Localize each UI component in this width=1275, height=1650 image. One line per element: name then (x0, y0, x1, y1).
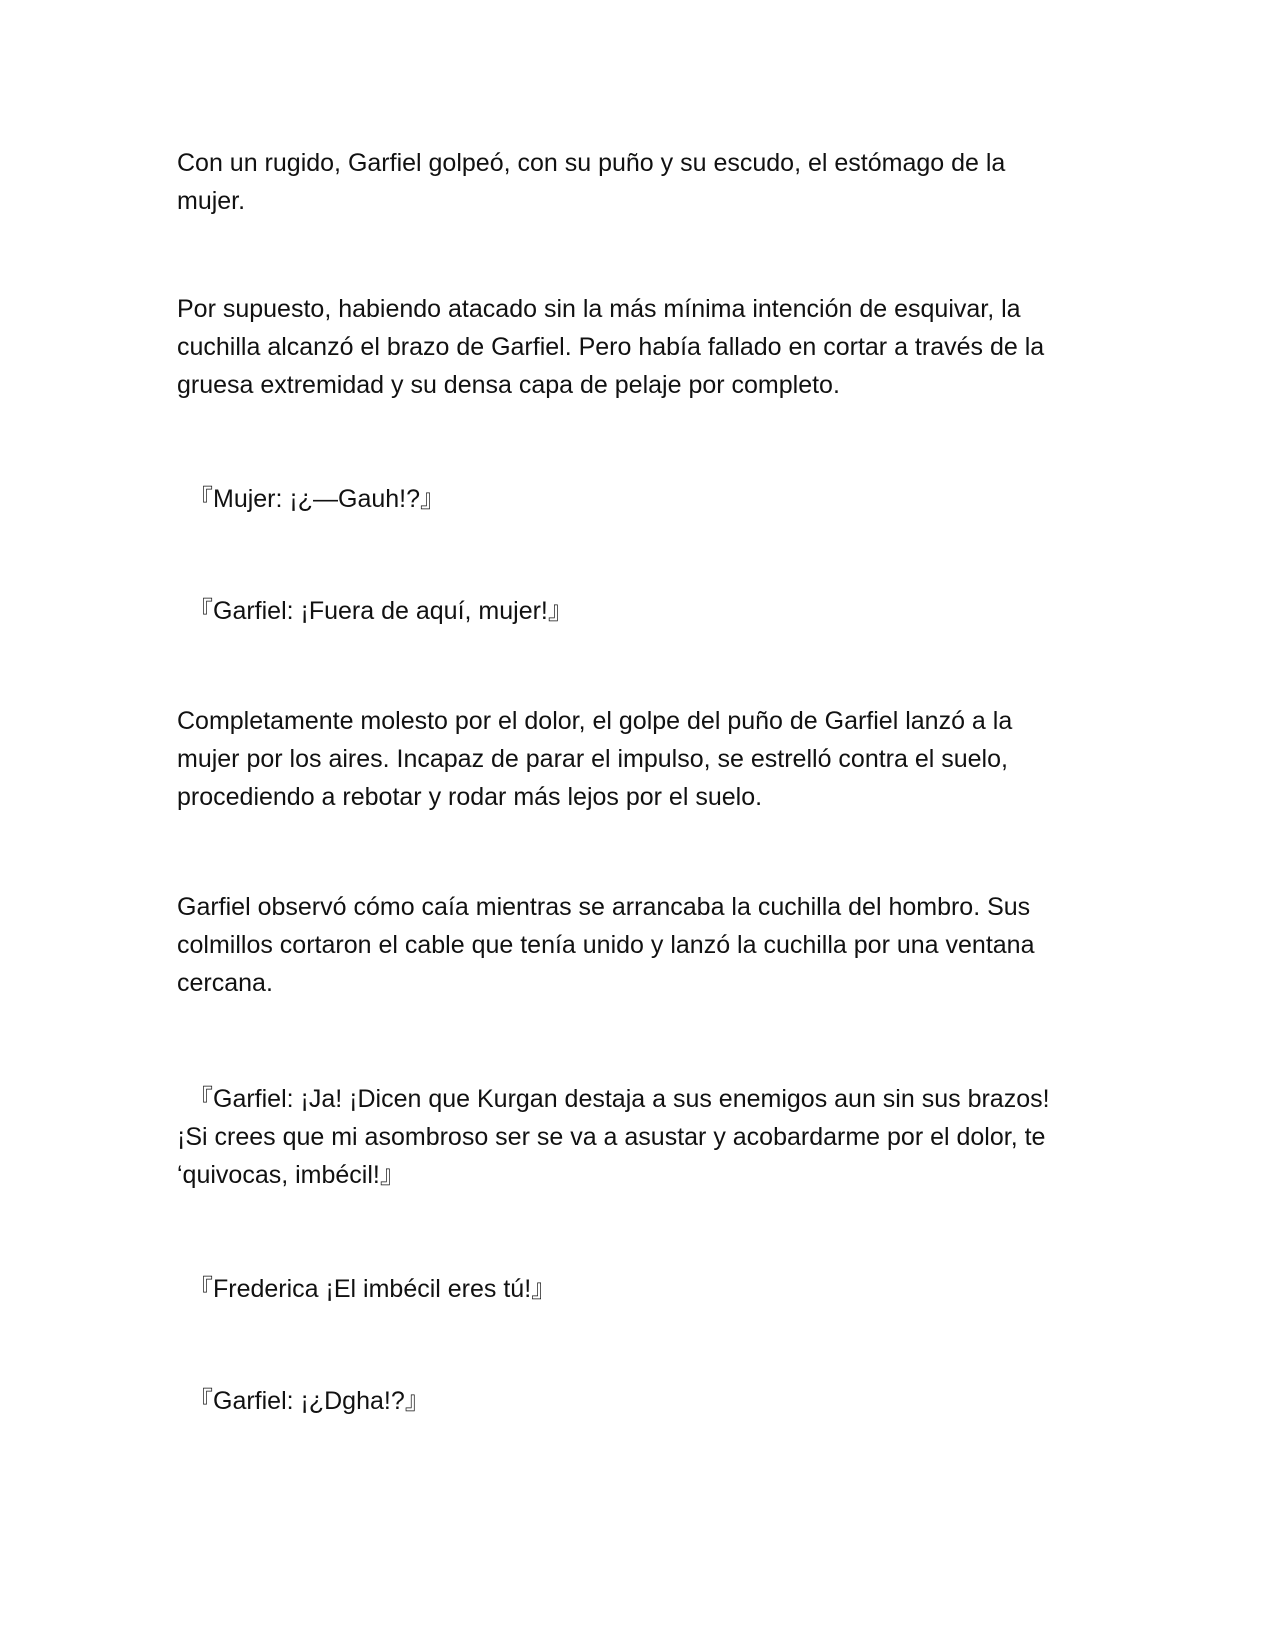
dialogue-garfiel-1 (188, 592, 1118, 630)
text-line: 『Frederica ¡El imbécil eres tú!』 (188, 1275, 557, 1303)
text-line: Con un rugido, Garfiel golpeó, con su puño y su escudo, el estómago de la (177, 149, 1006, 177)
text-line: mujer por los aires. Incapaz de parar el impulso, se estrelló contra el suelo, (177, 745, 1008, 773)
text-line: colmillos cortaron el cable que tenía unido y lanzó la cuchilla por una ventana (177, 931, 1035, 959)
paragraph-1 (177, 144, 1107, 220)
paragraph-2 (177, 290, 1107, 404)
text-line: 『Garfiel: ¡Ja! ¡Dicen que Kurgan destaja a sus enemigos aun sin sus brazos! (188, 1085, 1050, 1113)
text-line: Por supuesto, habiendo atacado sin la más mínima intención de esquivar, la (177, 295, 1021, 323)
text-line: gruesa extremidad y su densa capa de pelaje por completo. (177, 371, 840, 399)
text-line: ‘quivocas, imbécil!』 (177, 1161, 405, 1189)
text-line: cuchilla alcanzó el brazo de Garfiel. Pero había fallado en cortar a través de la (177, 333, 1045, 361)
text-line: 『Mujer: ¡¿—Gauh!?』 (188, 485, 446, 513)
text-line: mujer. (177, 187, 246, 215)
dialogue-mujer (188, 480, 1118, 518)
text-line: procediendo a rebotar y rodar más lejos por el suelo. (177, 783, 763, 811)
dialogue-frederica (188, 1270, 1118, 1308)
paragraph-3 (177, 702, 1107, 816)
text-line: 『Garfiel: ¡Fuera de aquí, mujer!』 (188, 597, 573, 625)
text-line: ¡Si crees que mi asombroso ser se va a asustar y acobardarme por el dolor, te (177, 1123, 1046, 1151)
text-line: 『Garfiel: ¡¿Dgha!?』 (188, 1387, 430, 1415)
text-line: Garfiel observó cómo caía mientras se arrancaba la cuchilla del hombro. Sus (177, 893, 1031, 921)
dialogue-garfiel-3 (188, 1382, 1118, 1420)
text-line: Completamente molesto por el dolor, el golpe del puño de Garfiel lanzó a la (177, 707, 1013, 735)
paragraph-4 (177, 888, 1107, 1002)
text-line: cercana. (177, 969, 273, 997)
dialogue-garfiel-2 (177, 1080, 1107, 1194)
